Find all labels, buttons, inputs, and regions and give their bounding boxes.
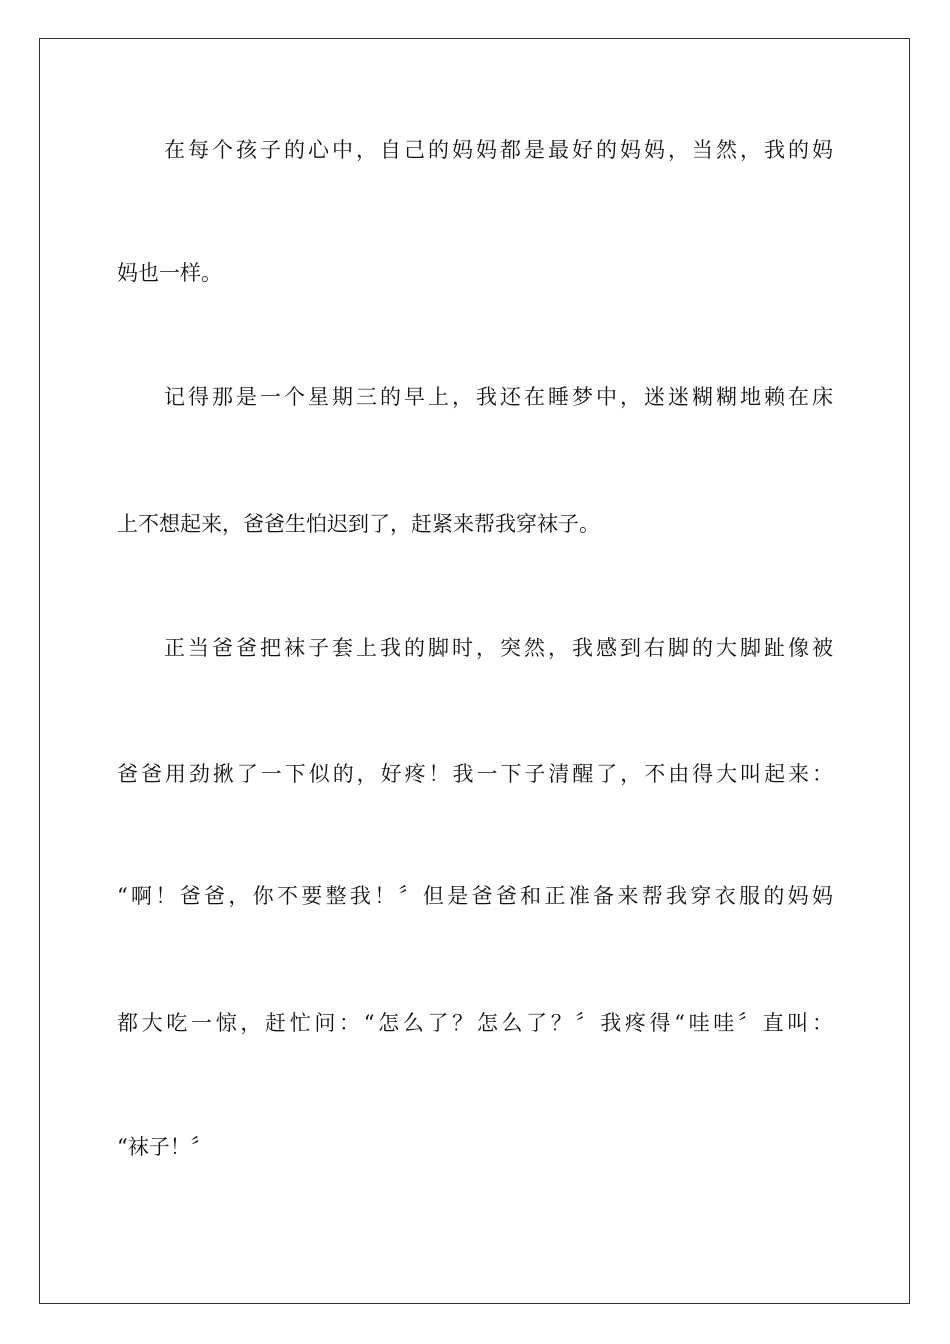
paragraph-3-line-3: “啊！爸爸，你不要整我！〞但是爸爸和正准备来帮我穿衣服的妈妈 bbox=[117, 884, 833, 908]
page-frame bbox=[39, 38, 910, 1304]
paragraph-2-line-2: 上不想起来，爸爸生怕迟到了，赶紧来帮我穿袜子。 bbox=[117, 512, 600, 536]
paragraph-3-line-1: 正当爸爸把袜子套上我的脚时，突然，我感到右脚的大脚趾像被 bbox=[164, 636, 833, 660]
paragraph-3-line-5: “袜子！〞 bbox=[117, 1135, 212, 1159]
paragraph-2-line-1: 记得那是一个星期三的早上，我还在睡梦中，迷迷糊糊地赖在床 bbox=[164, 385, 833, 409]
paragraph-1-line-1: 在每个孩子的心中，自己的妈妈都是最好的妈妈，当然，我的妈 bbox=[164, 138, 833, 162]
paragraph-3-line-4: 都大吃一惊，赶忙问：“怎么了？怎么了？〞我疼得“哇哇〞直叫： bbox=[117, 1011, 833, 1035]
paragraph-3-line-2: 爸爸用劲揪了一下似的，好疼！我一下子清醒了，不由得大叫起来： bbox=[117, 762, 833, 786]
paragraph-1-line-2: 妈也一样。 bbox=[117, 261, 222, 285]
